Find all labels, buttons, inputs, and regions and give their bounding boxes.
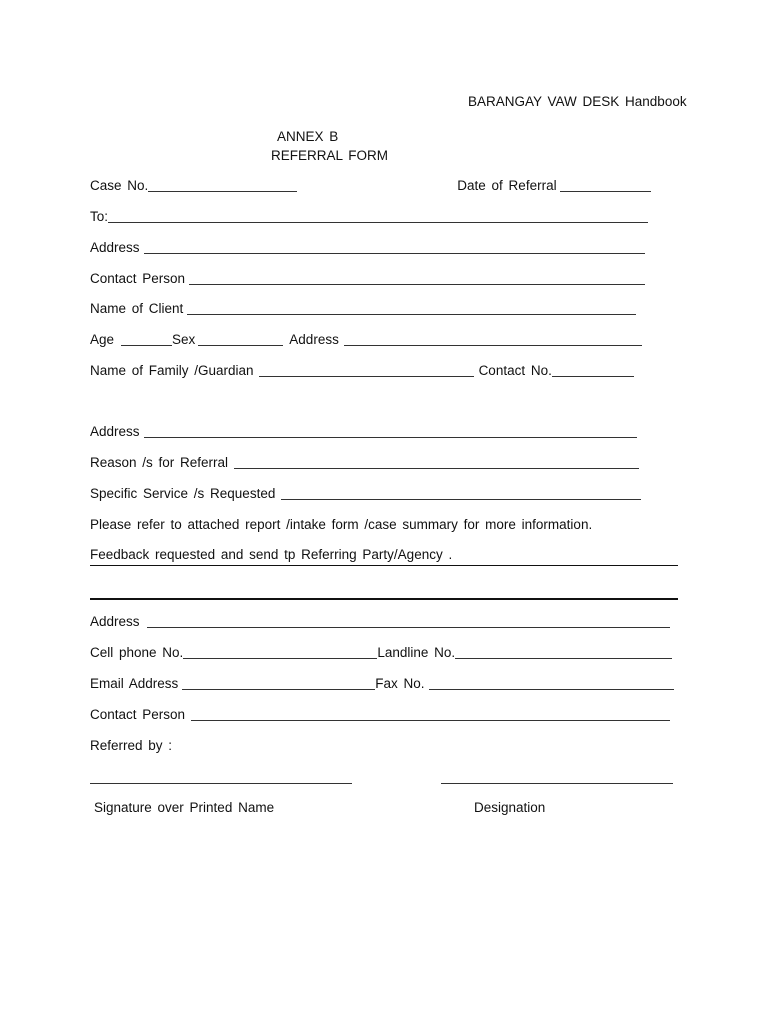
handbook-header: BARANGAY VAW DESK Handbook [468,94,687,109]
contact-no-label: Contact No. [478,363,552,378]
fax-blank[interactable] [429,676,674,690]
sex-label: Sex [172,332,196,347]
case-no-blank[interactable] [148,178,297,192]
age-label: Age [90,332,115,347]
address-field-1[interactable] [90,238,645,256]
phone-field[interactable] [90,643,672,661]
referred-by-label: Referred by : [90,738,173,753]
divider-line-thin [90,565,678,566]
address-field-4[interactable] [90,612,670,630]
address-blank-2[interactable] [344,332,642,346]
address-blank-4[interactable] [147,614,670,628]
contact-person-field-2[interactable] [90,705,670,723]
landline-label: Landline No. [377,645,456,660]
case-no-field[interactable] [90,176,650,194]
family-guardian-blank[interactable] [259,363,474,377]
reason-blank[interactable] [234,455,639,469]
cell-phone-label: Cell phone No. [90,645,184,660]
to-blank[interactable] [108,209,648,223]
form-title: REFERRAL FORM [271,148,389,163]
reason-field[interactable] [90,453,639,471]
fax-label: Fax No. [375,676,425,691]
landline-blank[interactable] [455,645,672,659]
name-of-client-field[interactable] [90,299,636,317]
address-field-3[interactable] [90,422,637,440]
contact-person-blank-1[interactable] [189,271,645,285]
address-label-4: Address [90,614,140,629]
cell-phone-blank[interactable] [183,645,377,659]
service-blank[interactable] [281,486,641,500]
contact-person-label-2: Contact Person [90,707,186,722]
age-blank[interactable] [121,332,172,346]
contact-no-blank[interactable] [552,363,634,377]
designation-blank[interactable] [441,770,673,784]
sex-blank[interactable] [198,332,283,346]
age-sex-address-field[interactable] [90,330,642,348]
address-blank-1[interactable] [144,240,645,254]
email-label: Email Address [90,676,179,691]
email-fax-field[interactable] [90,674,674,692]
address-label-2: Address [289,332,339,347]
signature-blank[interactable] [90,770,352,784]
divider-line-thick [90,598,678,600]
address-blank-3[interactable] [144,424,637,438]
date-of-referral-label: Date of Referral [457,178,557,193]
service-field[interactable] [90,484,641,502]
contact-person-blank-2[interactable] [191,707,670,721]
name-of-client-blank[interactable] [187,301,636,315]
contact-person-field-1[interactable] [90,269,645,287]
to-label: To: [90,209,109,224]
family-guardian-field[interactable] [90,361,634,379]
address-label-1: Address [90,240,140,255]
annex-label: ANNEX B [277,129,339,144]
date-of-referral-blank[interactable] [560,178,651,192]
signature-label: Signature over Printed Name [94,800,275,815]
designation-label: Designation [474,800,546,815]
address-label-3: Address [90,424,140,439]
family-guardian-label: Name of Family /Guardian [90,363,254,378]
to-field[interactable] [90,207,648,225]
feedback-note: Feedback requested and send tp Referring Party/Agency . [90,547,453,562]
name-of-client-label: Name of Client [90,301,184,316]
reason-label: Reason /s for Referral [90,455,229,470]
case-no-label: Case No. [90,178,149,193]
email-blank[interactable] [182,676,375,690]
contact-person-label-1: Contact Person [90,271,186,286]
service-label: Specific Service /s Requested [90,486,276,501]
please-refer-note: Please refer to attached report /intake form /case summary for more information. [90,517,593,532]
